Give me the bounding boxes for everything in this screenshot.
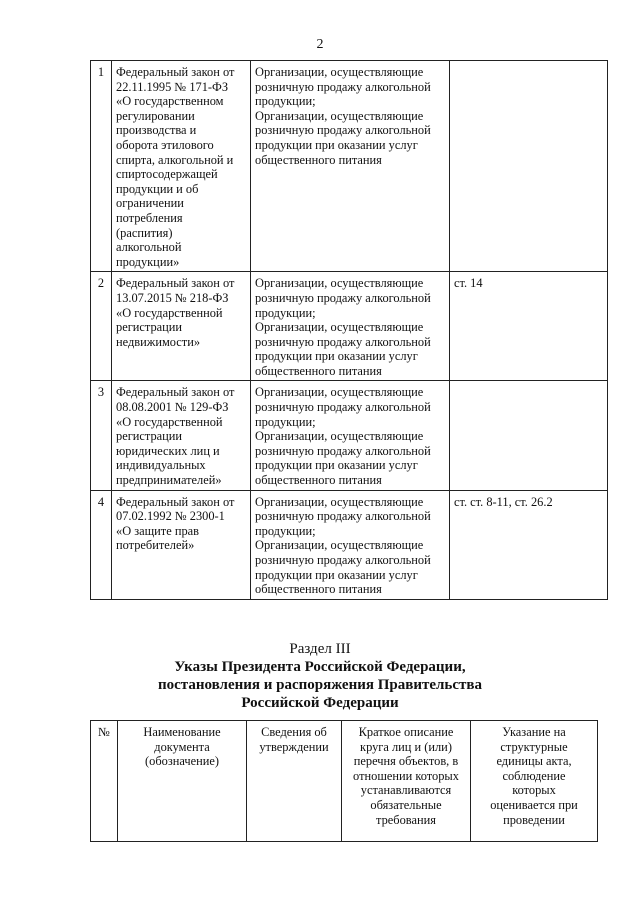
header-structural-units-line: проведении [503,812,565,827]
subjects-line: Организации, осуществляющие [255,429,424,444]
law-line: 08.08.2001 № 129-ФЗ [116,400,229,415]
section-title-line: Указы Президента Российской Федерации, [174,659,466,675]
subjects-line: розничную продажу алкогольной [255,290,431,305]
subjects-line: продукции при оказании услуг [255,349,418,364]
law-line: недвижимости» [116,334,201,349]
law-line: юридических лиц и [116,443,220,458]
law-line: потребителей» [116,538,195,553]
subjects-line: общественного питания [255,152,382,167]
law-line: предпринимателей» [116,473,222,488]
subjects-cell [251,490,450,599]
header-description-line: перечня объектов, в [353,754,459,769]
law-line: регистрации [116,320,183,335]
section-title-line: Российской Федерации [241,695,399,711]
table-row [91,61,608,272]
subjects-line: розничную продажу алкогольной [255,509,431,524]
law-line: потребления [116,210,183,225]
subjects-line: розничную продажу алкогольной [255,400,431,415]
subjects-line: продукции; [255,94,316,109]
header-approval [247,721,342,842]
subjects-line: розничную продажу алкогольной [255,553,431,567]
subjects-cell [251,381,450,490]
law-line: «О государственной [116,414,223,429]
law-line: оборота этилового [116,137,214,152]
header-name [118,721,247,842]
law-line: (распития) [116,225,173,240]
header-row [91,721,598,842]
articles-cell [450,61,608,272]
subjects-line: Организации, осуществляющие [255,276,424,291]
header-description-line: обязательные [370,797,442,812]
subjects-cell [251,61,450,272]
law-line: «О государственном [116,94,224,109]
law-line: производства и [116,123,197,138]
decrees-table-header [90,720,598,842]
law-line: индивидуальных [116,458,206,473]
section-heading [0,640,640,712]
law-line: Федеральный закон от [116,65,235,79]
subjects-line: общественного питания [255,473,382,488]
articles-cell: ст. ст. 8-11, ст. 26.2 [450,490,608,599]
laws-table [90,60,608,600]
header-description-line: отношении которых [353,768,459,783]
law-line: спирта, алкогольной и [116,152,234,167]
header-structural-units [471,721,598,842]
law-line: регистрации [116,429,183,444]
subjects-line: продукции при оказании услуг [255,137,418,152]
articles-cell: ст. 14 [450,272,608,381]
law-line: ограничении [116,196,184,211]
subjects-line: продукции при оказании услуг [255,458,418,473]
subjects-line: розничную продажу алкогольной [255,79,431,94]
header-name-line: Наименование [143,725,221,739]
law-cell [112,272,251,381]
law-cell [112,61,251,272]
row-number: 2 [91,272,112,381]
header-description [342,721,471,842]
page-number: 2 [316,37,324,52]
header-approval-line: утверждении [259,739,329,754]
table-row [91,490,608,599]
law-line: 22.11.1995 № 171-ФЗ [116,79,229,94]
header-structural-units-line: единицы акта, [496,754,572,769]
header-name-line: (обозначение) [145,754,219,769]
subjects-cell [251,272,450,381]
section-label: Раздел III [289,641,351,657]
law-cell [112,490,251,599]
header-approval-line: Сведения об [261,725,327,739]
law-line: «О защите прав [116,523,199,538]
subjects-line: розничную продажу алкогольной [255,443,431,458]
subjects-line: Организации, осуществляющие [255,494,424,509]
table-row [91,381,608,490]
articles-cell [450,381,608,490]
subjects-line: розничную продажу алкогольной [255,123,431,138]
subjects-line: общественного питания [255,582,382,597]
law-line: «О государственной [116,305,223,320]
subjects-line: розничную продажу алкогольной [255,334,431,349]
header-description-line: требования [376,812,436,827]
law-line: продукции» [116,254,180,269]
law-line: 13.07.2015 № 218-ФЗ [116,290,229,305]
row-number: 4 [91,490,112,599]
law-line: алкогольной [116,240,182,255]
subjects-line: Организации, осуществляющие [255,538,424,553]
header-structural-units-line: Указание на [502,725,566,739]
law-line: регулировании [116,108,195,123]
law-line: продукции и об [116,181,199,196]
section-title [0,658,640,712]
law-cell [112,381,251,490]
subjects-line: Организации, осуществляющие [255,385,424,400]
header-description-line: круга лиц и (или) [360,739,452,754]
header-structural-units-line: которых [512,783,556,798]
table-row [91,272,608,381]
header-structural-units-line: структурные [500,739,568,754]
law-line: спиртосодержащей [116,167,218,182]
row-number: 3 [91,381,112,490]
law-line: Федеральный закон от [116,385,235,400]
subjects-line: Организации, осуществляющие [255,320,424,335]
subjects-line: Организации, осуществляющие [255,108,424,123]
law-line: Федеральный закон от [116,276,235,291]
subjects-line: продукции; [255,305,316,320]
subjects-line: общественного питания [255,363,382,378]
subjects-line: продукции; [255,414,316,429]
law-line: Федеральный закон от [116,494,235,509]
header-description-line: устанавливаются [360,783,452,798]
header-structural-units-line: соблюдение [502,768,566,783]
header-num: № [91,721,118,842]
subjects-line: продукции; [255,523,316,538]
law-line: 07.02.1992 № 2300-1 [116,509,225,524]
subjects-line: продукции при оказании услуг [255,567,418,582]
row-number: 1 [91,61,112,272]
header-description-line: Краткое описание [358,725,454,739]
subjects-line: Организации, осуществляющие [255,65,424,79]
header-name-line: документа [154,739,210,754]
header-structural-units-line: оценивается при [490,797,578,812]
section-title-line: постановления и распоряжения Правительства [158,677,482,693]
